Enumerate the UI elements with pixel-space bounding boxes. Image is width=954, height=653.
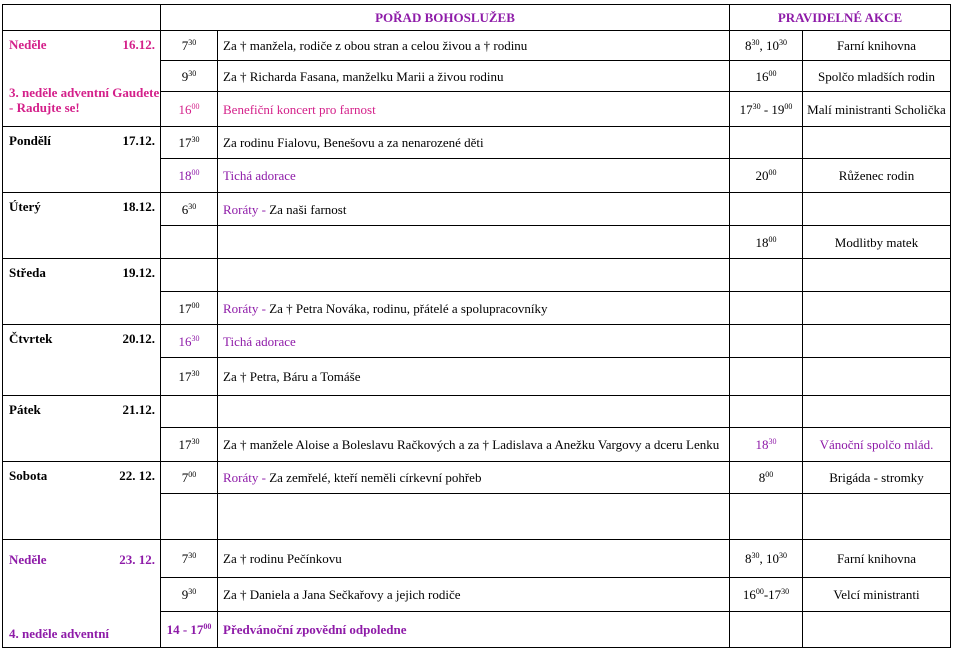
- day-cell-streda: [3, 259, 161, 325]
- event-name: [803, 259, 951, 292]
- event-time: [730, 396, 803, 428]
- day-note: 4. neděle adventní: [9, 626, 110, 641]
- mass-intention: [218, 494, 730, 540]
- mass-time: $9^{30}$: [161, 61, 218, 92]
- day-date: 20.12.: [122, 331, 155, 346]
- event-name: Farní knihovna: [803, 540, 951, 578]
- table-row: [3, 540, 951, 578]
- mass-time: [161, 226, 218, 259]
- header-events: PRAVIDELNÉ AKCE: [730, 5, 951, 31]
- event-time: [730, 494, 803, 540]
- mass-intention: [218, 396, 730, 428]
- day-date: 17.12.: [122, 133, 155, 148]
- day-name: Neděle: [9, 552, 47, 567]
- mass-time: $14 - 17^{00}$: [161, 612, 218, 648]
- day-name: Čtvrtek: [9, 331, 53, 346]
- event-time: $16^{00}$: [730, 61, 803, 92]
- event-time: [730, 325, 803, 358]
- event-time: $18^{00}$: [730, 226, 803, 259]
- event-name: [803, 292, 951, 325]
- day-note: 3. neděle adventní Gaudete - Radujte se!: [9, 85, 160, 115]
- mass-intention: Za † rodinu Pečínkovu: [218, 540, 730, 578]
- event-name: Vánoční spolčo mlád.: [803, 428, 951, 462]
- event-name: [803, 358, 951, 396]
- day-date: 23. 12.: [119, 552, 155, 567]
- day-date: 16.12.: [122, 37, 155, 52]
- mass-intention: Za † Petra, Báru a Tomáše: [218, 358, 730, 396]
- event-time: $8^{30}$, $10^{30}$: [730, 540, 803, 578]
- mass-intention: Roráty - Za zemřelé, kteří neměli církevní pohřeb: [218, 462, 730, 494]
- day-name: Pátek: [9, 402, 41, 417]
- mass-time: $17^{30}$: [161, 428, 218, 462]
- day-cell-ctvrtek: [3, 325, 161, 396]
- event-name: [803, 612, 951, 648]
- table-row: [3, 462, 951, 494]
- mass-time: $9^{30}$: [161, 578, 218, 612]
- mass-intention: [218, 259, 730, 292]
- mass-time: $16^{00}$: [161, 92, 218, 127]
- event-time: $16^{00}-17^{30}$: [730, 578, 803, 612]
- event-time: $17^{30} - 19^{00}$: [730, 92, 803, 127]
- event-time: [730, 259, 803, 292]
- mass-time: $7^{30}$: [161, 540, 218, 578]
- day-date: 18.12.: [122, 199, 155, 214]
- event-time: $8^{00}$: [730, 462, 803, 494]
- mass-time: $17^{00}$: [161, 292, 218, 325]
- day-name: Středa: [9, 265, 46, 280]
- mass-time: $16^{30}$: [161, 325, 218, 358]
- day-name: Sobota: [9, 468, 48, 483]
- mass-intention: [218, 226, 730, 259]
- mass-intention: Za † Daniela a Jana Sečkařovy a jejich rodiče: [218, 578, 730, 612]
- event-name: Brigáda - stromky: [803, 462, 951, 494]
- day-date: 22. 12.: [119, 468, 155, 483]
- event-name: Velcí ministranti: [803, 578, 951, 612]
- event-name: Spolčo mladších rodin: [803, 61, 951, 92]
- event-name: [803, 193, 951, 226]
- header-row: [3, 5, 951, 31]
- event-name: Modlitby matek: [803, 226, 951, 259]
- mass-time: $7^{00}$: [161, 462, 218, 494]
- event-time: [730, 127, 803, 159]
- event-name: [803, 127, 951, 159]
- event-name: Růženec rodin: [803, 159, 951, 193]
- event-time: $20^{00}$: [730, 159, 803, 193]
- day-date: 19.12.: [122, 265, 155, 280]
- mass-intention: Tichá adorace: [218, 159, 730, 193]
- table-row: [3, 193, 951, 226]
- mass-time: [161, 396, 218, 428]
- mass-time: $6^{30}$: [161, 193, 218, 226]
- table-row: [3, 259, 951, 292]
- event-name: [803, 396, 951, 428]
- mass-intention: Za † manžela, rodiče z obou stran a celou živou a † rodinu: [218, 31, 730, 61]
- mass-intention: Za † manžele Aloise a Boleslavu Račkových a za † Ladislava a Anežku Vargovy a dceru Lenku: [218, 428, 730, 462]
- day-cell-nedele-23: [3, 540, 161, 648]
- day-cell-sobota: [3, 462, 161, 540]
- day-cell-utery: [3, 193, 161, 259]
- table-row: [3, 31, 951, 61]
- mass-time: $17^{30}$: [161, 127, 218, 159]
- header-program: POŘAD BOHOSLUŽEB: [161, 5, 730, 31]
- schedule-table: [2, 4, 951, 648]
- day-name: Pondělí: [9, 133, 51, 148]
- mass-intention: Roráty - Za naši farnost: [218, 193, 730, 226]
- event-time: $18^{30}$: [730, 428, 803, 462]
- mass-intention: Roráty - Za † Petra Nováka, rodinu, přátelé a spolupracovníky: [218, 292, 730, 325]
- day-cell-nedele-16: [3, 31, 161, 127]
- mass-intention: Benefiční koncert pro farnost: [218, 92, 730, 127]
- event-time: $8^{30}$, $10^{30}$: [730, 31, 803, 61]
- day-date: 21.12.: [122, 402, 155, 417]
- mass-time: $7^{30}$: [161, 31, 218, 61]
- header-empty: [3, 5, 161, 31]
- event-name: Malí ministranti Scholička: [803, 92, 951, 127]
- table-row: [3, 325, 951, 358]
- event-time: [730, 612, 803, 648]
- mass-intention: Předvánoční zpovědní odpoledne: [218, 612, 730, 648]
- mass-time: $18^{00}$: [161, 159, 218, 193]
- mass-time: [161, 259, 218, 292]
- day-name: Úterý: [9, 199, 41, 214]
- day-cell-pondeli: [3, 127, 161, 193]
- event-name: Farní knihovna: [803, 31, 951, 61]
- event-name: [803, 325, 951, 358]
- day-cell-patek: [3, 396, 161, 462]
- table-row: [3, 396, 951, 428]
- event-time: [730, 193, 803, 226]
- mass-intention: Za † Richarda Fasana, manželku Marii a živou rodinu: [218, 61, 730, 92]
- mass-time: $17^{30}$: [161, 358, 218, 396]
- mass-intention: Tichá adorace: [218, 325, 730, 358]
- event-time: [730, 292, 803, 325]
- mass-time: [161, 494, 218, 540]
- event-time: [730, 358, 803, 396]
- event-name: [803, 494, 951, 540]
- mass-intention: Za rodinu Fialovu, Benešovu a za nenarozené děti: [218, 127, 730, 159]
- table-row: [3, 127, 951, 159]
- day-name: Neděle: [9, 37, 47, 52]
